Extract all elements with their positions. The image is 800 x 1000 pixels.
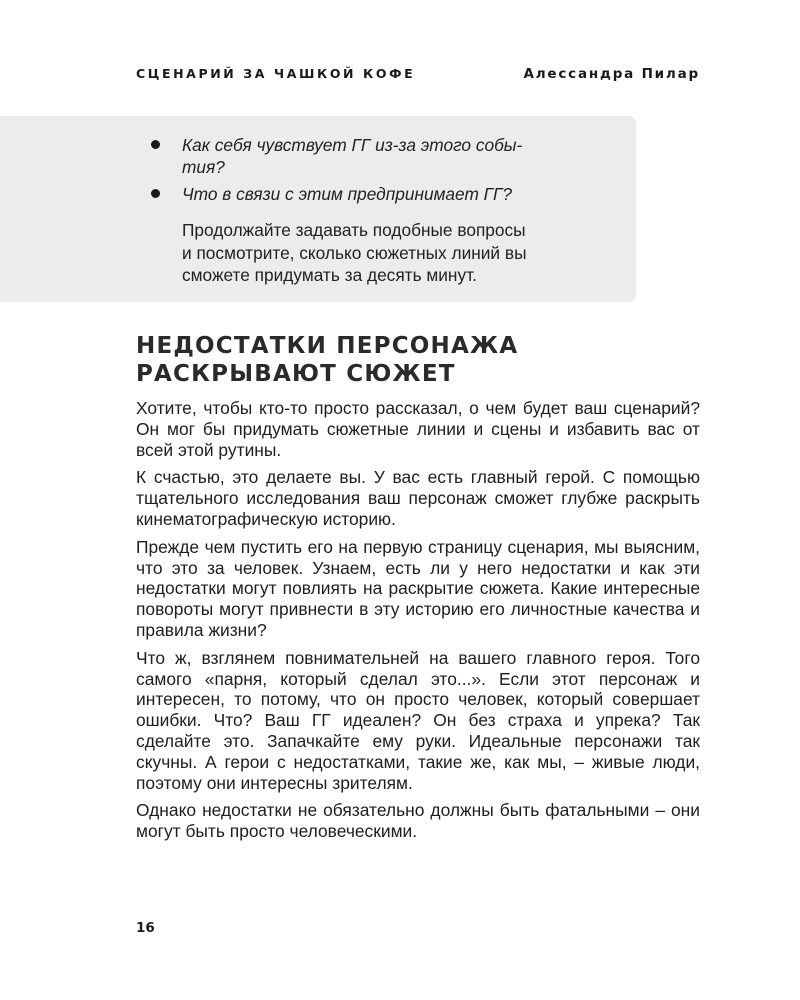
paragraph: Однако недостатки не обязательно должны быть фатальными – они могут быть просто человеческими. [136,800,700,842]
author-name: Алессандра Пилар [523,66,700,82]
page-number: 16 [136,920,155,936]
exercise-note: Продолжайте задавать подобные вопросы и посмотрите, сколько сюжетных линий вы сможете придумать за десять минут. [182,220,527,285]
section-heading: НЕДОСТАТКИ ПЕРСОНАЖА РАСКРЫВАЮТ СЮЖЕТ [136,333,519,387]
book-title: СЦЕНАРИЙ ЗА ЧАШКОЙ КОФЕ [136,66,416,81]
bullet-icon [151,189,160,198]
body-text [136,398,700,849]
question-item-2: Что в связи с этим предпринимает ГГ? [182,184,513,204]
bullet-icon [151,140,160,149]
paragraph: Что ж, взглянем повнимательней на вашего главного героя. Того самого «парня, который сделал это...». Если этот персонаж и интересен, то потому, что он просто человек, который совершает ошибки. Что? Ваш ГГ идеален? Он без страха и упрека? Так сделайте это. Запачкайте ему руки. Идеальные персонажи так скучны. А герои с недостатками, такие же, как мы, – живые люди, поэтому они интересны зрителям. [136,647,700,793]
running-header [136,66,700,86]
question-item-1: Как себя чувствует ГГ из-за этого собы- тия? [182,135,523,177]
paragraph: Хотите, чтобы кто-то просто рассказал, о чем будет ваш сценарий? Он мог бы придумать сюжетные линии и сцены и избавить вас от всей этой рутины. [136,398,700,460]
paragraph: К счастью, это делаете вы. У вас есть главный герой. С помощью тщательного исследования ваш персонаж сможет глубже раскрыть кинематографическую историю. [136,467,700,529]
paragraph: Прежде чем пустить его на первую страницу сценария, мы выясним, что это за человек. Узнаем, есть ли у него недостатки и как эти недостатки могут повлиять на раскрытие сюжета. Какие интересные повороты могут привнести в эту историю его личностные качества и правила жизни? [136,536,700,640]
